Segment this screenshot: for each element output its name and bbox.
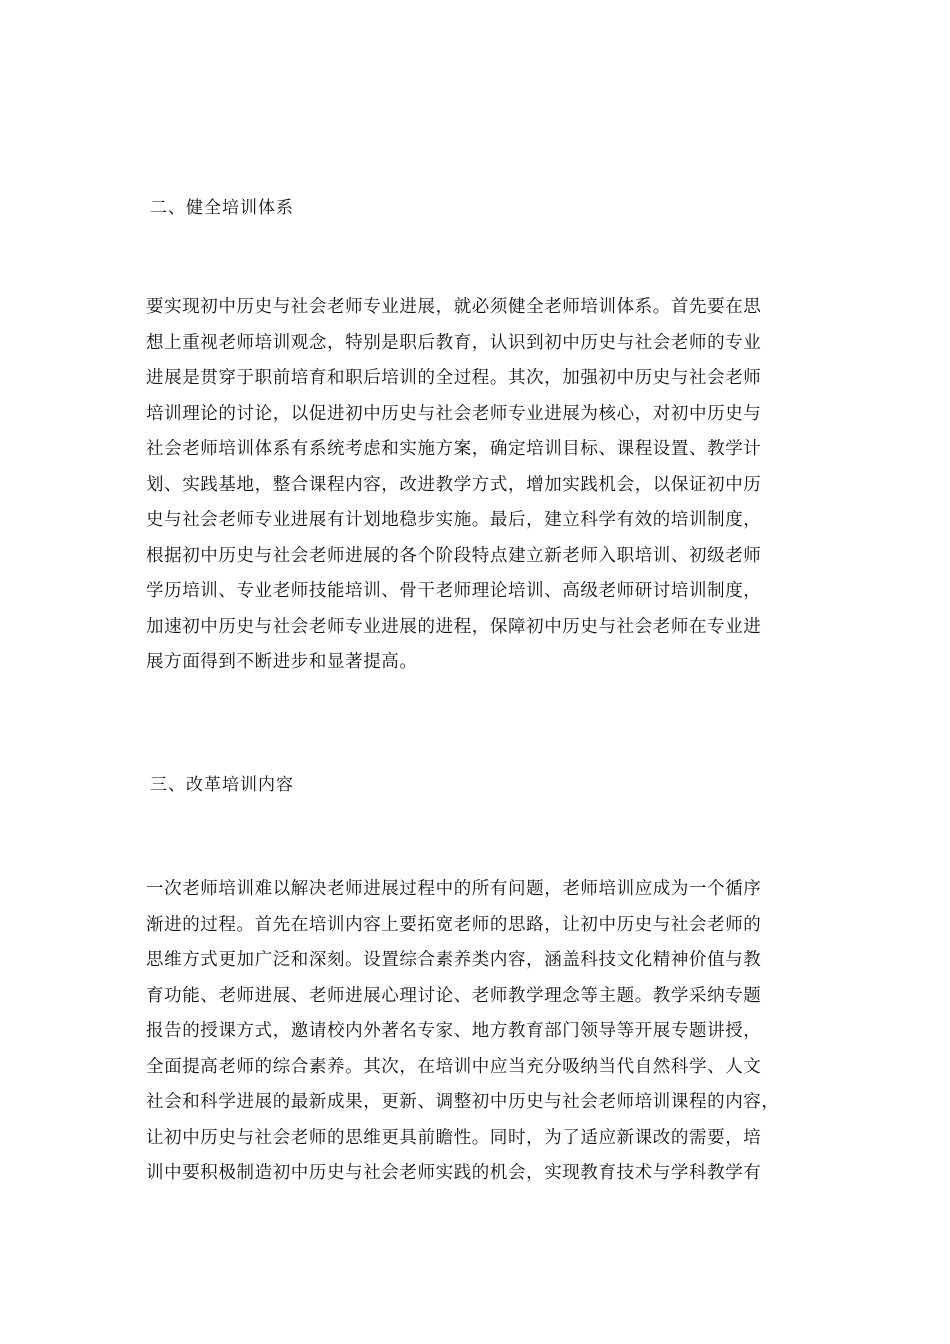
paragraph-line: 报告的授课方式，邀请校内外著名专家、地方教育部门领导等开展专题讲授， [146,1021,762,1041]
paragraph-line: 史与社会老师专业进展有计划地稳步实施。最后，建立科学有效的培训制度， [146,510,762,530]
section-heading: 三、改革培训内容 [150,775,294,795]
paragraph-line: 让初中历史与社会老师的思维更具前瞻性。同时，为了适应新课改的需要，培 [146,1127,762,1148]
section-heading: 二、健全培训体系 [150,198,294,218]
paragraph-line: 育功能、老师进展、老师进展心理讨论、老师教学理念等主题。教学采纳专题 [146,985,762,1006]
section-paragraph [146,872,806,1192]
paragraph-line: 划、实践基地，整合课程内容，改进教学方式，增加实践机会，以保证初中历 [146,474,762,495]
paragraph-line: 社会和科学进展的最新成果，更新、调整初中历史与社会老师培训课程的内容， [146,1092,780,1112]
paragraph-line: 培训理论的讨论，以促进初中历史与社会老师专业进展为核心，对初中历史与 [146,403,762,424]
paragraph-line: 训中要积极制造初中历史与社会老师实践的机会，实现教育技术与学科教学有 [146,1163,762,1183]
paragraph-line: 加速初中历史与社会老师专业进展的进程，保障初中历史与社会老师在专业进 [146,616,762,637]
paragraph-line: 全面提高老师的综合素养。其次，在培训中应当充分吸纳当代自然科学、人文 [146,1056,762,1077]
paragraph-line: 根据初中历史与社会老师进展的各个阶段特点建立新老师入职培训、初级老师 [146,545,762,566]
paragraph-line: 想上重视老师培训观念，特别是职后教育，认识到初中历史与社会老师的专业 [146,332,762,353]
section-paragraph [146,290,806,681]
paragraph-line: 要实现初中历史与社会老师专业进展，就必须健全老师培训体系。首先要在思 [146,297,762,317]
paragraph-line: 一次老师培训难以解决老师进展过程中的所有问题，老师培训应成为一个循序 [146,879,762,899]
paragraph-line: 进展是贯穿于职前培育和职后培训的全过程。其次，加强初中历史与社会老师 [146,368,762,388]
paragraph-line: 思维方式更加广泛和深刻。设置综合素养类内容，涵盖科技文化精神价值与教 [146,950,762,970]
paragraph-line: 学历培训、专业老师技能培训、骨干老师理论培训、高级老师研讨培训制度， [146,581,762,601]
paragraph-line: 展方面得到不断进步和显著提高。 [146,652,418,672]
paragraph-line: 社会老师培训体系有系统考虑和实施方案，确定培训目标、课程设置、教学计 [146,439,762,459]
paragraph-line: 渐进的过程。首先在培训内容上要拓宽老师的思路，让初中历史与社会老师的 [146,914,762,935]
